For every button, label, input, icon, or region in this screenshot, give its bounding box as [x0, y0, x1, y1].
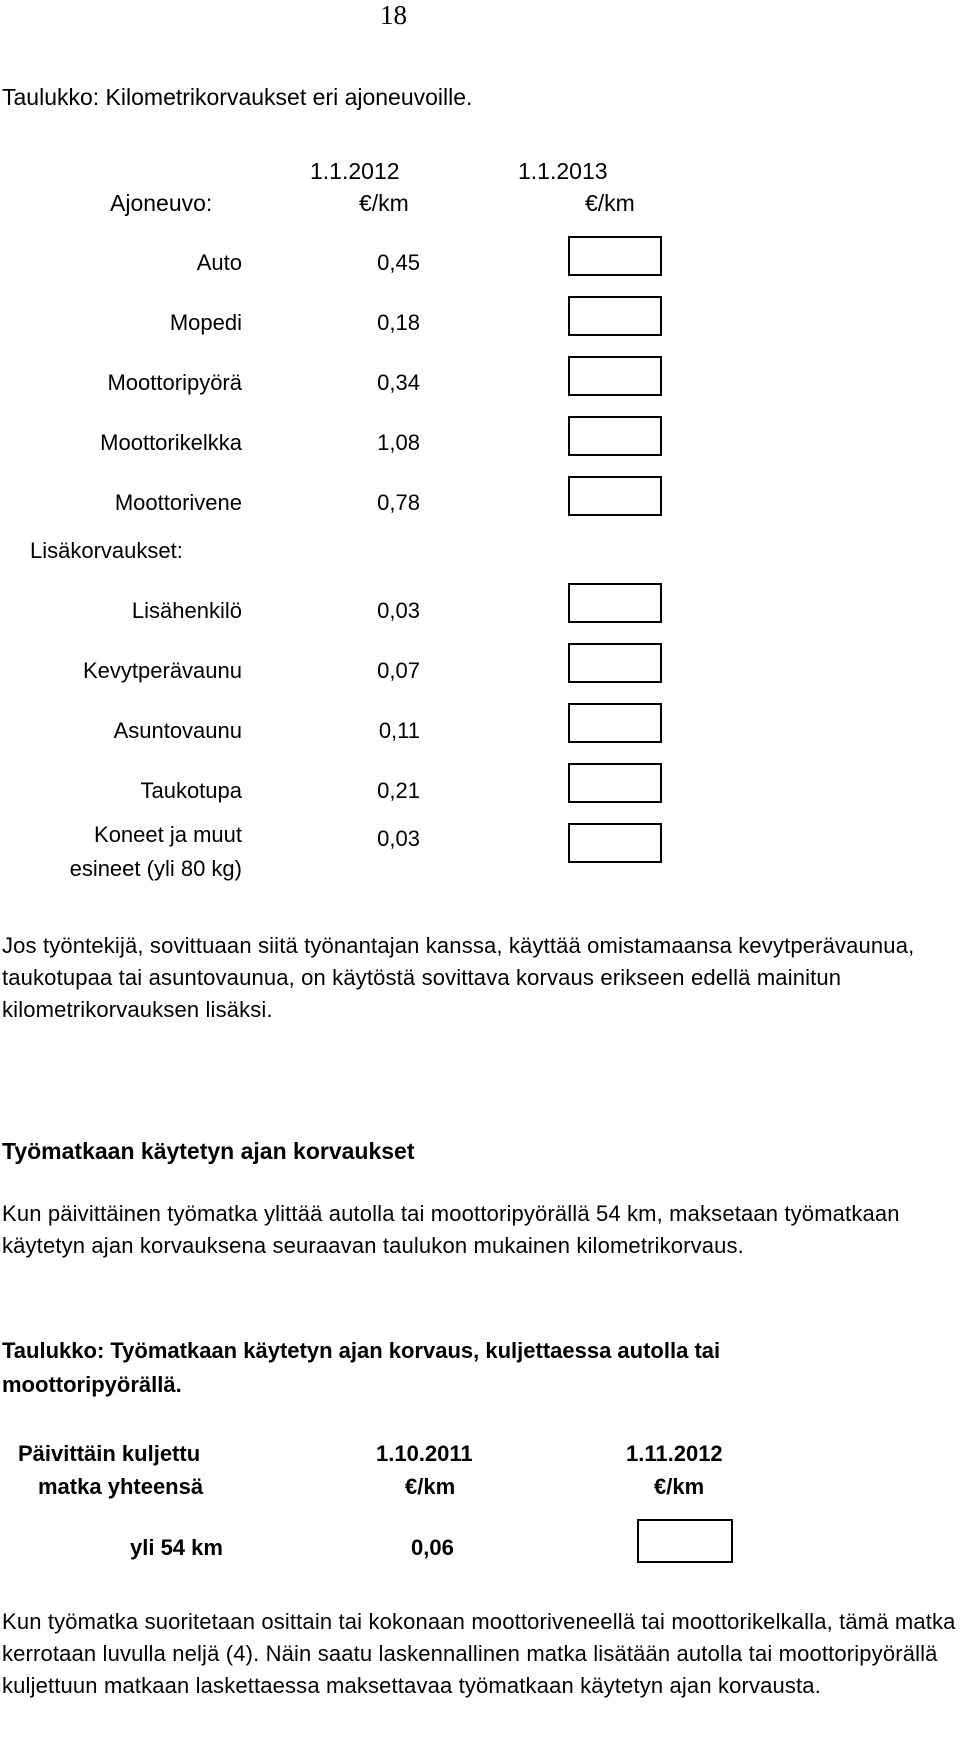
input-box[interactable]	[568, 236, 662, 276]
row-value: 0,18	[377, 310, 420, 335]
row-value: 0,78	[377, 490, 420, 515]
col-2013-date: 1.1.2013	[518, 158, 608, 184]
row-label: Moottorivene	[114, 490, 242, 515]
col-2012-unit: €/km	[359, 190, 409, 216]
section-heading: Työmatkaan käytetyn ajan korvaukset	[2, 1138, 415, 1164]
paragraph: Kun työmatka suoritetaan osittain tai kokonaan moottoriveneellä tai moottorikelkalla, tämä matka kerrotaan luvulla neljä (4). Näin saatu laskennallinen matka lisätään autolla tai moottoripyörällä kuljettuun matkaan laskettaessa maksettavaa työmatkaan käytetyn ajan korvausta.	[2, 1609, 956, 1698]
table-title: Taulukko: Kilometrikorvaukset eri ajoneuvoille.	[2, 84, 473, 110]
row-value: 0,07	[377, 658, 420, 683]
col-unit: €/km	[654, 1474, 705, 1499]
row-value: 0,06	[411, 1535, 454, 1560]
col-date: 1.11.2012	[626, 1441, 723, 1466]
input-box[interactable]	[568, 703, 662, 743]
page-number: 18	[380, 0, 407, 30]
row-value: 0,11	[378, 718, 420, 743]
col-2012-date: 1.1.2012	[310, 158, 400, 184]
input-box[interactable]	[568, 763, 662, 803]
row-label: Moottorikelkka	[100, 430, 242, 455]
row-value: 1,08	[377, 430, 420, 455]
col-2013-unit: €/km	[585, 190, 635, 216]
paragraph: Jos työntekijä, sovittuaan siitä työnantajan kanssa, käyttää omistamaansa kevytperävaunua, taukotupaa tai asuntovaunua, on käytöstä sovittava korvaus erikseen edellä mainitun kilometrikorvauksen lisäksi.	[2, 933, 915, 1022]
input-box[interactable]	[568, 583, 662, 623]
col-vehicle-header: Ajoneuvo:	[110, 190, 213, 216]
row-label: yli 54 km	[130, 1535, 223, 1560]
row-label: esineet (yli 80 kg)	[69, 856, 242, 881]
input-box[interactable]	[568, 476, 662, 516]
row-value: 0,34	[377, 370, 420, 395]
row-label: Kevytperävaunu	[83, 658, 242, 683]
input-box[interactable]	[568, 356, 662, 396]
row-label: Mopedi	[169, 310, 242, 335]
input-box[interactable]	[568, 643, 662, 683]
paragraph: Kun päivittäinen työmatka ylittää autolla tai moottoripyörällä 54 km, maksetaan työmatkaan käytetyn ajan korvauksena seuraavan taulukon mukainen kilometrikorvaus.	[2, 1201, 900, 1258]
table-title: moottoripyörällä.	[2, 1372, 182, 1397]
row-value: 0,21	[377, 778, 420, 803]
row-label: Auto	[196, 250, 242, 275]
row-value: 0,03	[377, 598, 420, 623]
input-box[interactable]	[568, 296, 662, 336]
row-label: Koneet ja muut	[94, 822, 242, 847]
row-label: Asuntovaunu	[113, 718, 242, 743]
col-header: matka yhteensä	[38, 1474, 204, 1499]
input-box[interactable]	[568, 823, 662, 863]
row-label: Taukotupa	[140, 778, 242, 803]
row-label: Lisähenkilö	[131, 598, 242, 623]
input-box[interactable]	[568, 416, 662, 456]
col-header: Päivittäin kuljettu	[18, 1441, 201, 1466]
table-title: Taulukko: Työmatkaan käytetyn ajan korvaus, kuljettaessa autolla tai	[2, 1338, 721, 1363]
input-box[interactable]	[637, 1519, 733, 1563]
extra-heading: Lisäkorvaukset:	[30, 538, 183, 563]
row-value: 0,45	[377, 250, 420, 275]
col-unit: €/km	[405, 1474, 456, 1499]
row-label: Moottoripyörä	[107, 370, 242, 395]
row-value: 0,03	[377, 826, 420, 851]
col-date: 1.10.2011	[376, 1441, 473, 1466]
